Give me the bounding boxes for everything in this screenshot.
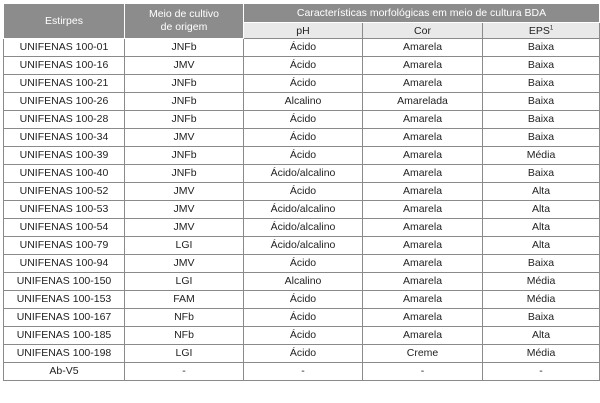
header-eps-footnote-mark: 1	[549, 25, 554, 31]
table-row	[4, 147, 600, 165]
table-row	[4, 273, 600, 291]
cell-estirpe: UNIFENAS 100-53	[4, 201, 125, 219]
cell-eps: Baixa	[483, 309, 600, 327]
table-row	[4, 183, 600, 201]
cell-eps: Baixa	[483, 255, 600, 273]
cell-cor: Amarela	[363, 237, 483, 255]
table-row	[4, 165, 600, 183]
cell-estirpe: UNIFENAS 100-26	[4, 93, 125, 111]
cell-meio: JMV	[125, 57, 244, 75]
cell-eps: Alta	[483, 327, 600, 345]
table-row	[4, 291, 600, 309]
cell-ph: Ácido	[244, 129, 363, 147]
cell-meio: JMV	[125, 129, 244, 147]
cell-meio: -	[125, 363, 244, 381]
cell-meio: JNFb	[125, 165, 244, 183]
cell-meio: JNFb	[125, 75, 244, 93]
table-header	[4, 4, 600, 39]
cell-eps: Alta	[483, 201, 600, 219]
table-row	[4, 93, 600, 111]
cell-eps: Baixa	[483, 39, 600, 57]
cell-estirpe: UNIFENAS 100-28	[4, 111, 125, 129]
cell-meio: FAM	[125, 291, 244, 309]
table-row	[4, 129, 600, 147]
cell-estirpe: UNIFENAS 100-01	[4, 39, 125, 57]
table-row	[4, 219, 600, 237]
cell-cor: Amarela	[363, 255, 483, 273]
header-meio-cultivo	[125, 4, 244, 39]
cell-meio: NFb	[125, 309, 244, 327]
table-container	[3, 3, 599, 381]
cell-ph: Ácido	[244, 255, 363, 273]
cell-estirpe: UNIFENAS 100-198	[4, 345, 125, 363]
cell-eps: -	[483, 363, 600, 381]
cell-meio: JNFb	[125, 39, 244, 57]
cell-ph: -	[244, 363, 363, 381]
table-row	[4, 345, 600, 363]
cell-ph: Ácido	[244, 309, 363, 327]
cell-ph: Alcalino	[244, 273, 363, 291]
morphology-table	[3, 3, 600, 381]
cell-ph: Ácido/alcalino	[244, 165, 363, 183]
cell-estirpe: UNIFENAS 100-40	[4, 165, 125, 183]
table-row	[4, 255, 600, 273]
cell-eps: Alta	[483, 183, 600, 201]
table-row	[4, 75, 600, 93]
cell-cor: Amarela	[363, 165, 483, 183]
cell-cor: Amarela	[363, 75, 483, 93]
cell-ph: Ácido/alcalino	[244, 219, 363, 237]
header-ph: pH	[244, 23, 363, 39]
cell-ph: Ácido	[244, 327, 363, 345]
header-meio-line2: de origem	[160, 21, 208, 33]
cell-estirpe: UNIFENAS 100-54	[4, 219, 125, 237]
cell-estirpe: UNIFENAS 100-185	[4, 327, 125, 345]
table-row	[4, 309, 600, 327]
header-cor: Cor	[363, 23, 483, 39]
cell-meio: JMV	[125, 255, 244, 273]
cell-meio: NFb	[125, 327, 244, 345]
cell-cor: Amarela	[363, 201, 483, 219]
header-eps	[483, 23, 600, 39]
header-estirpes: Estirpes	[4, 4, 125, 39]
table-row	[4, 327, 600, 345]
cell-cor: Amarela	[363, 147, 483, 165]
table-row	[4, 237, 600, 255]
cell-meio: JNFb	[125, 147, 244, 165]
cell-ph: Ácido	[244, 39, 363, 57]
header-meio-line1: Meio de cultivo	[148, 8, 220, 20]
cell-cor: Amarela	[363, 273, 483, 291]
cell-eps: Alta	[483, 219, 600, 237]
cell-cor: Amarela	[363, 57, 483, 75]
cell-cor: Amarela	[363, 111, 483, 129]
cell-ph: Ácido/alcalino	[244, 237, 363, 255]
cell-cor: Creme	[363, 345, 483, 363]
cell-estirpe: UNIFENAS 100-39	[4, 147, 125, 165]
cell-estirpe: UNIFENAS 100-150	[4, 273, 125, 291]
cell-eps: Alta	[483, 237, 600, 255]
cell-ph: Ácido	[244, 111, 363, 129]
cell-meio: JMV	[125, 201, 244, 219]
cell-eps: Média	[483, 273, 600, 291]
cell-estirpe: UNIFENAS 100-52	[4, 183, 125, 201]
cell-meio: LGI	[125, 237, 244, 255]
cell-ph: Ácido	[244, 147, 363, 165]
cell-eps: Baixa	[483, 75, 600, 93]
cell-cor: Amarela	[363, 327, 483, 345]
cell-eps: Baixa	[483, 129, 600, 147]
cell-meio: LGI	[125, 345, 244, 363]
header-caracteristicas-group: Características morfológicas em meio de cultura BDA	[244, 4, 600, 23]
cell-eps: Baixa	[483, 165, 600, 183]
cell-cor: Amarela	[363, 39, 483, 57]
cell-ph: Ácido	[244, 57, 363, 75]
cell-cor: Amarela	[363, 309, 483, 327]
cell-meio: JMV	[125, 219, 244, 237]
cell-estirpe: UNIFENAS 100-94	[4, 255, 125, 273]
cell-meio: LGI	[125, 273, 244, 291]
table-row	[4, 57, 600, 75]
cell-eps: Baixa	[483, 57, 600, 75]
table-row	[4, 111, 600, 129]
cell-estirpe: UNIFENAS 100-167	[4, 309, 125, 327]
header-eps-label: EPS	[528, 24, 550, 37]
header-row-top	[4, 4, 600, 23]
cell-cor: Amarela	[363, 129, 483, 147]
cell-eps: Baixa	[483, 111, 600, 129]
cell-estirpe: Ab-V5	[4, 363, 125, 381]
cell-estirpe: UNIFENAS 100-153	[4, 291, 125, 309]
cell-meio: JNFb	[125, 111, 244, 129]
cell-ph: Ácido	[244, 75, 363, 93]
table-body	[4, 39, 600, 381]
cell-eps: Média	[483, 345, 600, 363]
cell-estirpe: UNIFENAS 100-79	[4, 237, 125, 255]
cell-estirpe: UNIFENAS 100-21	[4, 75, 125, 93]
cell-meio: JMV	[125, 183, 244, 201]
cell-meio: JNFb	[125, 93, 244, 111]
cell-cor: Amarela	[363, 219, 483, 237]
cell-cor: Amarela	[363, 183, 483, 201]
cell-ph: Ácido	[244, 345, 363, 363]
cell-ph: Alcalino	[244, 93, 363, 111]
cell-ph: Ácido	[244, 183, 363, 201]
table-row	[4, 201, 600, 219]
table-row	[4, 363, 600, 381]
cell-eps: Baixa	[483, 93, 600, 111]
cell-cor: Amarelada	[363, 93, 483, 111]
cell-cor: -	[363, 363, 483, 381]
table-row	[4, 39, 600, 57]
cell-ph: Ácido	[244, 291, 363, 309]
cell-ph: Ácido/alcalino	[244, 201, 363, 219]
cell-estirpe: UNIFENAS 100-16	[4, 57, 125, 75]
cell-eps: Média	[483, 291, 600, 309]
cell-estirpe: UNIFENAS 100-34	[4, 129, 125, 147]
cell-cor: Amarela	[363, 291, 483, 309]
cell-eps: Média	[483, 147, 600, 165]
